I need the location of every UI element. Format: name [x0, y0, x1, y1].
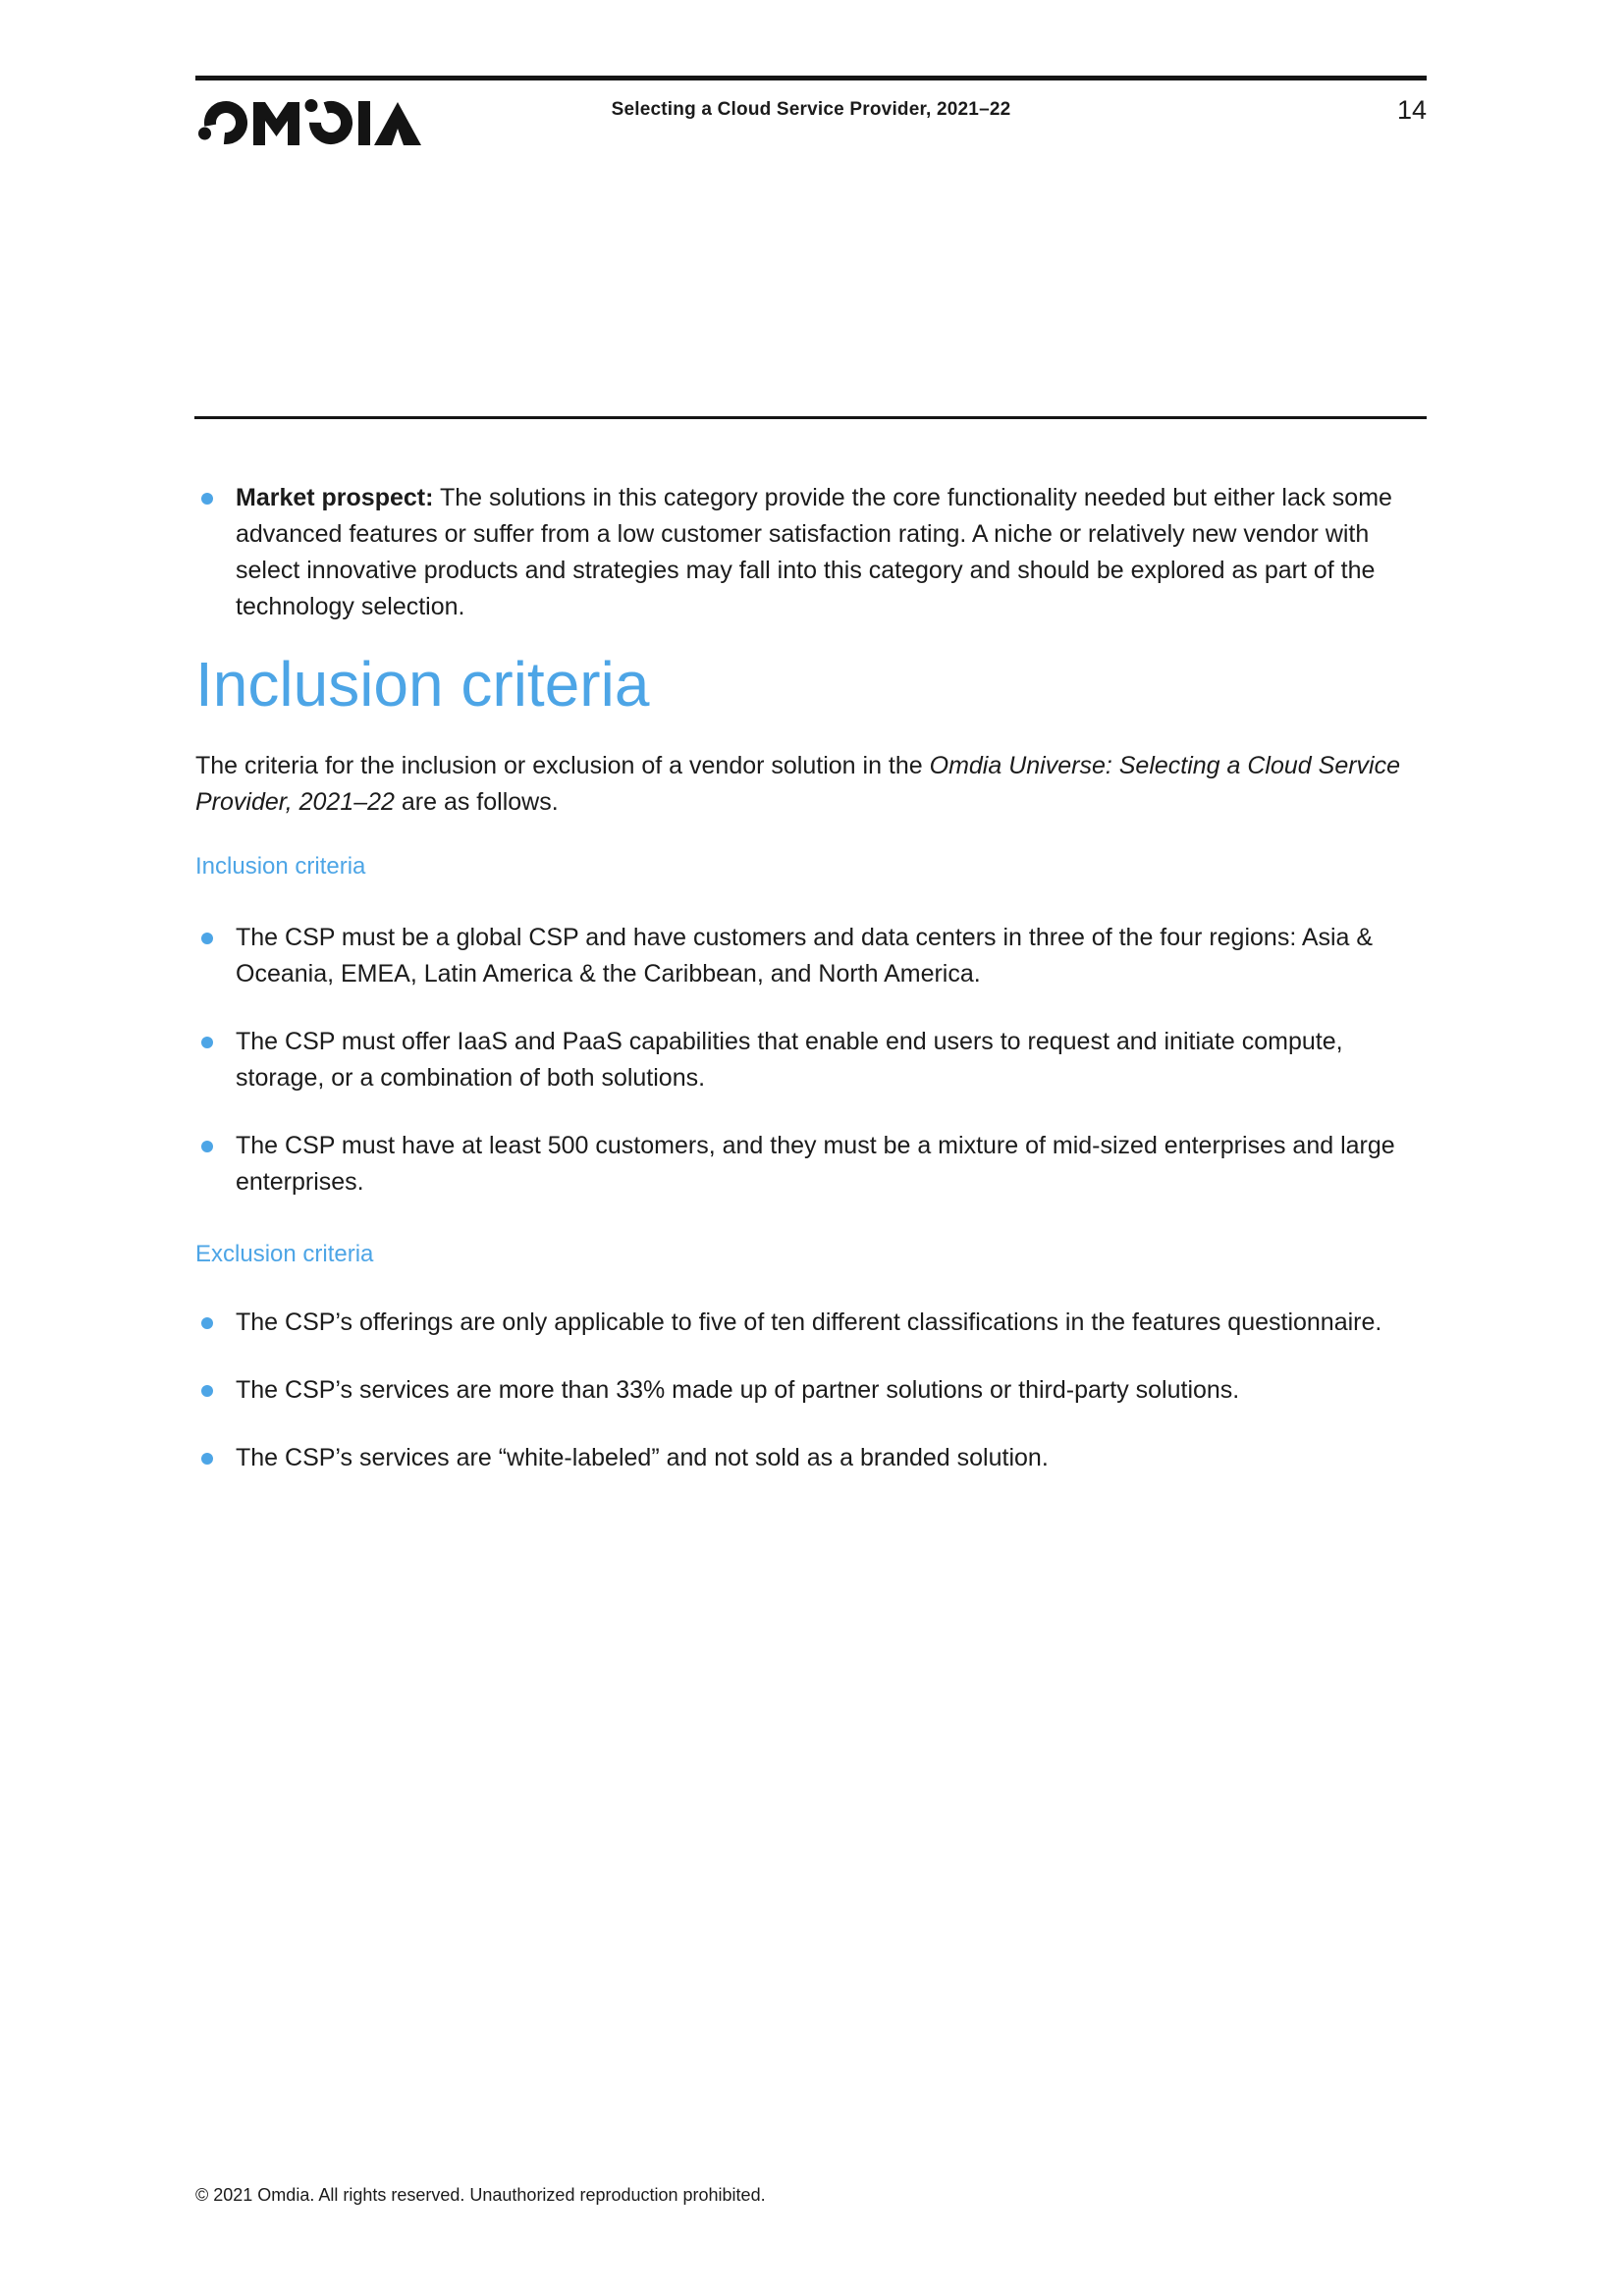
- bullet-dot-icon: [201, 1141, 213, 1152]
- page-number: 14: [1396, 95, 1427, 125]
- exclusion-bullet-item: [195, 1440, 1429, 1476]
- inclusion-bullet-text: The CSP must have at least 500 customers, and they must be a mixture of mid-sized enterprises and large enterprises.: [236, 1132, 1395, 1196]
- market-bullet-item: [195, 480, 1429, 625]
- exclusion-bullet-item: [195, 1305, 1429, 1341]
- section-heading-inclusion-criteria: Inclusion criteria: [195, 649, 650, 720]
- market-bullet-text: The solutions in this category provide the core functionality needed but either lack some advanced features or suffer from a low customer satisfaction rating. A niche or relatively new vendor with select innovative products and strategies may fall into this category and should be explored as part of the technology selection.: [236, 484, 1392, 620]
- inclusion-bullet-text: The CSP must be a global CSP and have customers and data centers in three of the four regions: Asia & Oceania, EMEA, Latin America & the Caribbean, and North America.: [236, 924, 1374, 988]
- exclusion-bullet-text: The CSP’s offerings are only applicable to five of ten different classifications in the features questionnaire.: [236, 1308, 1382, 1336]
- bullet-dot-icon: [201, 1037, 213, 1048]
- bullet-dot-icon: [201, 1385, 213, 1397]
- exclusion-bullet-text: The CSP’s services are “white-labeled” and not sold as a branded solution.: [236, 1444, 1049, 1471]
- header-document-title: Selecting a Cloud Service Provider, 2021–22: [611, 99, 1011, 120]
- subheading-inclusion-criteria: Inclusion criteria: [195, 853, 366, 880]
- inclusion-bullet-item: [195, 920, 1429, 992]
- inclusion-bullet-item: [195, 1128, 1429, 1201]
- inclusion-bullet-item: [195, 1024, 1429, 1096]
- bullet-dot-icon: [201, 493, 213, 505]
- subheading-exclusion-criteria: Exclusion criteria: [195, 1241, 374, 1267]
- main-content: [195, 480, 1429, 1476]
- bullet-dot-icon: [201, 1453, 213, 1465]
- intro-suffix: are as follows.: [394, 788, 559, 816]
- footer-copyright: © 2021 Omdia. All rights reserved. Unauthorized reproduction prohibited.: [195, 2185, 766, 2205]
- intro-paragraph: [195, 748, 1429, 821]
- bullet-dot-icon: [201, 1317, 213, 1329]
- inclusion-bullet-text: The CSP must offer IaaS and PaaS capabilities that enable end users to request and initiate compute, storage, or a combination of both solutions.: [236, 1028, 1343, 1092]
- intro-prefix: The criteria for the inclusion or exclusion of a vendor solution in the: [195, 752, 930, 779]
- inclusion-bullet-list: [195, 920, 1429, 1201]
- header-divider-rule: [194, 416, 1427, 419]
- header-rule: [195, 76, 1427, 80]
- exclusion-bullet-text: The CSP’s services are more than 33% made up of partner solutions or third-party solutions.: [236, 1376, 1240, 1404]
- exclusion-bullet-item: [195, 1372, 1429, 1409]
- market-bullet-list: [195, 480, 1429, 625]
- intro-report-title: Omdia Universe: Selecting a Cloud Service Provider, 2021–22: [195, 752, 1401, 816]
- market-bullet-lead: Market prospect:: [236, 484, 434, 511]
- exclusion-bullet-list: [195, 1305, 1429, 1476]
- bullet-dot-icon: [201, 933, 213, 944]
